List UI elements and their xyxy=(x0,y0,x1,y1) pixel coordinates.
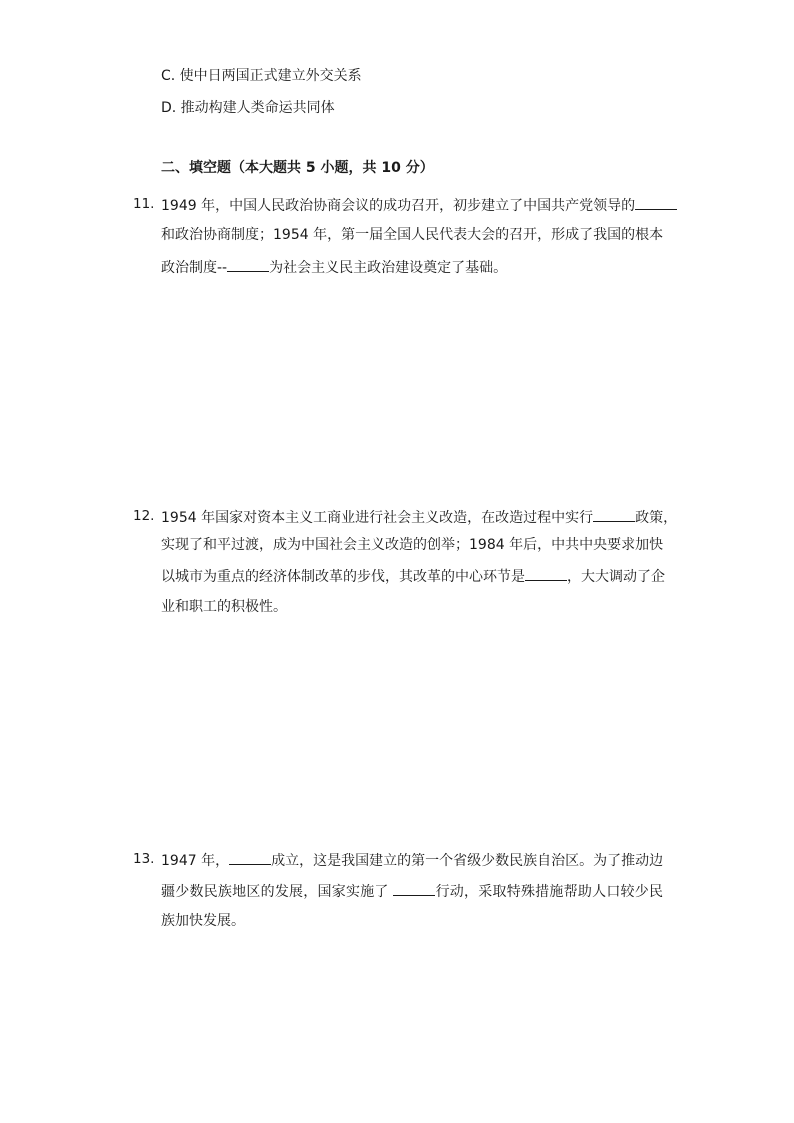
question-line: 实现了和平过渡，成为中国社会主义改造的创举；1984 年后，中共中央要求加快 xyxy=(161,537,664,553)
option-c: C. 使中日两国正式建立外交关系 xyxy=(161,68,362,84)
option-d: D. 推动构建人类命运共同体 xyxy=(161,100,335,116)
answer-blank xyxy=(593,507,635,522)
question-line: 族加快发展。 xyxy=(161,913,245,929)
section-title: 二、填空题（本大题共 5 小题，共 10 分） xyxy=(161,160,434,176)
question-number: 11. xyxy=(133,196,155,212)
question-line: 疆少数民族地区的发展，国家实施了 行动，采取特殊措施帮助人口较少民 xyxy=(161,881,663,901)
question-line: 1954 年国家对资本主义工商业进行社会主义改造，在改造过程中实行 政策， xyxy=(161,507,663,527)
question-line: 业和职工的积极性。 xyxy=(161,599,287,615)
question-line: 政治制度-- 为社会主义民主政治建设奠定了基础。 xyxy=(161,257,663,277)
answer-blank xyxy=(393,881,435,896)
answer-blank xyxy=(229,850,271,865)
question-number: 12. xyxy=(133,508,155,524)
question-number: 13. xyxy=(133,851,155,867)
question-line: 和政治协商制度；1954 年，第一届全国人民代表大会的召开，形成了我国的根本 xyxy=(161,227,664,243)
answer-blank xyxy=(525,566,567,581)
question-line: 1947 年， 成立，这是我国建立的第一个省级少数民族自治区。为了推动边 xyxy=(161,850,663,870)
answer-blank xyxy=(227,257,269,272)
question-line: 以城市为重点的经济体制改革的步伐，其改革的中心环节是 ，大大调动了企 xyxy=(161,566,663,586)
question-line: 1949 年，中国人民政治协商会议的成功召开，初步建立了中国共产党领导的 xyxy=(161,195,663,215)
answer-blank xyxy=(635,195,677,210)
